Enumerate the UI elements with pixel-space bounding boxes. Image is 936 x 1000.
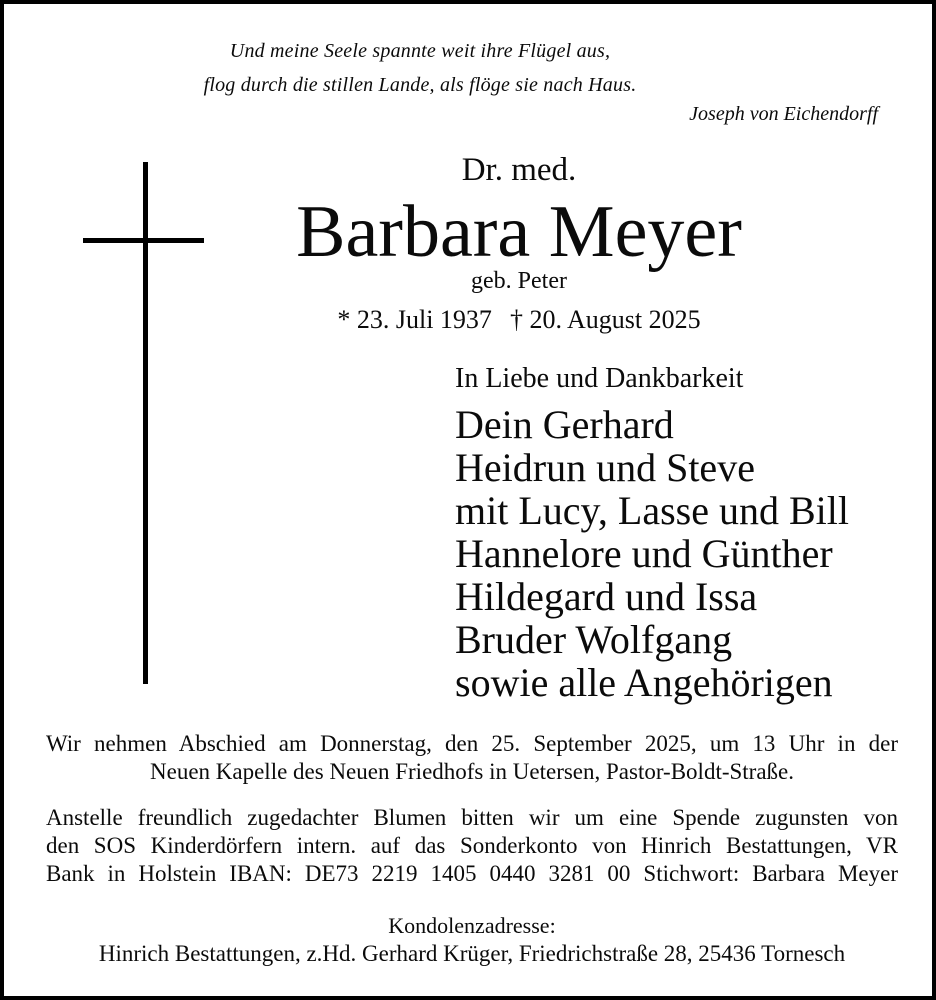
service-paragraph: [46, 730, 898, 786]
condolence-address: Hinrich Bestattungen, z.Hd. Gerhard Krüger, Friedrichstraße 28, 25436 Tornesch: [98, 941, 846, 966]
service-line: Neuen Kapelle des Neuen Friedhofs in Uetersen, Pastor-Boldt-Straße.: [150, 759, 794, 784]
quote-line-2: flog durch die stillen Lande, als flöge sie nach Haus.: [203, 74, 637, 96]
life-dates: [98, 303, 936, 337]
mourner-list: [455, 403, 925, 704]
deceased-name: Barbara Meyer: [296, 191, 742, 273]
mourner-name: sowie alle Angehörigen: [455, 660, 833, 705]
donation-line: den SOS Kinderdörfern intern. auf das Sonderkonto von Hinrich Bestattungen, VR: [46, 833, 898, 858]
donation-line: Anstelle freundlich zugedachter Blumen bitten wir um eine Spende zugunsten von: [46, 805, 898, 830]
service-line: Wir nehmen Abschied am Donnerstag, den 25. September 2025, um 13 Uhr in der: [46, 731, 898, 756]
deceased-title: Dr. med.: [461, 152, 577, 188]
birth-date: * 23. Juli 1937: [337, 305, 492, 334]
quote-line-1: Und meine Seele spannte weit ihre Flügel aus,: [229, 40, 611, 62]
mourner-name: mit Lucy, Lasse und Bill: [455, 488, 850, 533]
mourner-name: Hildegard und Issa: [455, 574, 758, 619]
condolence-label: Kondolenzadresse:: [388, 913, 556, 938]
mourner-name: Bruder Wolfgang: [455, 617, 733, 662]
donation-paragraph: [46, 804, 898, 888]
mourner-name: Dein Gerhard: [455, 402, 674, 447]
death-date: † 20. August 2025: [509, 305, 701, 334]
donation-line: Bank in Holstein IBAN: DE73 2219 1405 0440 3281 00 Stichwort: Barbara Meyer: [46, 861, 898, 886]
mourner-name: Hannelore und Günther: [455, 531, 833, 576]
mourners-block: [455, 361, 925, 704]
mourner-name: Heidrun und Steve: [455, 445, 755, 490]
quote-attribution: Joseph von Eichendorff: [689, 103, 878, 125]
deceased-birth-name: geb. Peter: [471, 268, 567, 294]
mourners-intro: In Liebe und Dankbarkeit: [455, 363, 744, 394]
deceased-header: [98, 4, 936, 344]
